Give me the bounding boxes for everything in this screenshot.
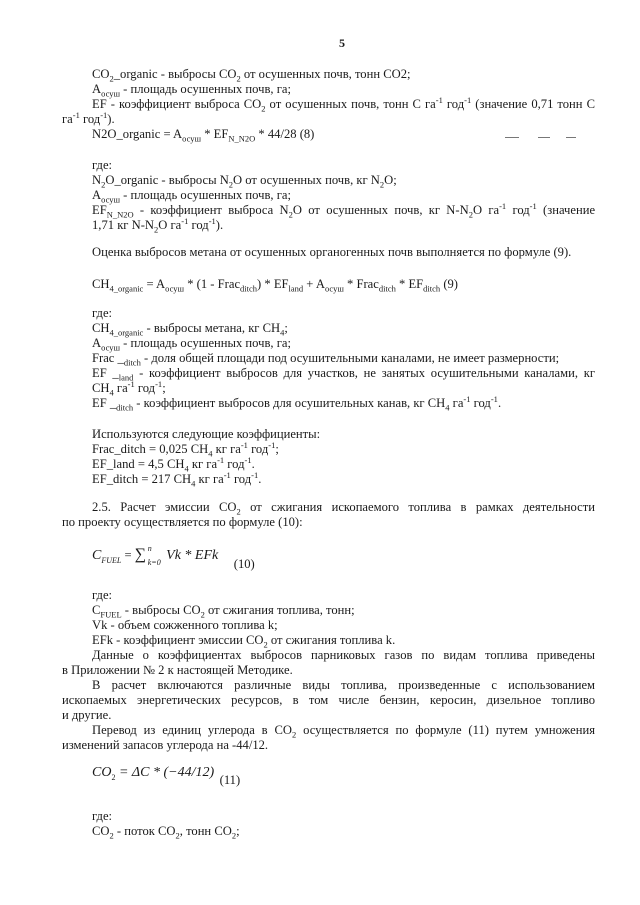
text-segment: 1,71 кг N-N bbox=[92, 218, 155, 232]
text-line bbox=[92, 648, 595, 663]
superscript: -1 bbox=[244, 454, 252, 465]
subscript: 2 bbox=[109, 73, 114, 84]
text-segment: осуществляется по формуле (11) путем умножения bbox=[296, 723, 595, 737]
subscript: 4 bbox=[445, 402, 450, 413]
subscript: 2 bbox=[288, 209, 293, 220]
text-segment: где: bbox=[92, 588, 113, 602]
text-line bbox=[92, 188, 291, 203]
formula10-lhs-sub: FUEL bbox=[101, 555, 122, 565]
formula10-eq: = bbox=[121, 548, 135, 562]
text-line bbox=[92, 393, 502, 413]
subscript: N_N2O bbox=[228, 133, 256, 144]
text-segment: изменений запасов углерода на -44/12. bbox=[62, 738, 269, 752]
superscript: -1 bbox=[464, 94, 472, 105]
text-segment: N bbox=[92, 173, 102, 187]
subscript: ditch bbox=[423, 283, 441, 294]
subscript: 2 bbox=[261, 103, 266, 114]
text-segment: от сжигания топлива, тонн; bbox=[204, 603, 355, 617]
sum-upper: n bbox=[147, 544, 152, 553]
text-segment: _organic - выбросы CO bbox=[113, 67, 237, 81]
superscript: -1 bbox=[240, 439, 248, 450]
text-segment: в Приложении № 2 к настоящей Методике. bbox=[62, 663, 293, 677]
text-segment: от осушенных почв, тонн C га bbox=[265, 97, 436, 111]
text-line bbox=[62, 515, 303, 530]
text-segment: * 44/28 (8) bbox=[255, 127, 315, 141]
superscript: -1 bbox=[72, 109, 80, 120]
text-segment: (значение bbox=[536, 203, 596, 217]
text-line bbox=[92, 500, 595, 515]
text-line bbox=[92, 245, 571, 260]
text-segment: A bbox=[92, 188, 102, 202]
text-line bbox=[62, 663, 293, 678]
formula10-rhs: Vk * EFk bbox=[166, 548, 219, 563]
text-segment: * EF bbox=[395, 277, 424, 291]
text-segment: * EF bbox=[201, 127, 229, 141]
subscript: 2 bbox=[109, 830, 114, 841]
subscript: ditch bbox=[116, 402, 134, 413]
superscript: -1 bbox=[100, 109, 108, 120]
subscript: ditch bbox=[123, 357, 141, 368]
text-segment: га bbox=[449, 396, 464, 410]
superscript: -1 bbox=[127, 378, 135, 389]
text-segment: Frac_ditch = 0,025 CH bbox=[92, 442, 209, 456]
text-segment: Оценка выбросов метана от осушенных органогенных почв выполняется по формуле (9). bbox=[92, 245, 572, 259]
text-line bbox=[62, 738, 268, 753]
text-segment: A bbox=[92, 82, 102, 96]
text-segment: год bbox=[134, 381, 156, 395]
formula11-lhs: CO bbox=[92, 765, 112, 780]
text-segment: (значение 0,71 тонн C bbox=[471, 97, 595, 111]
text-segment: EFk - коэффициент эмиссии CO bbox=[92, 633, 264, 647]
page-number: 5 bbox=[339, 36, 345, 50]
subscript: 4 bbox=[191, 478, 196, 489]
text-line bbox=[92, 588, 112, 603]
subscript: 2 bbox=[175, 830, 180, 841]
text-segment: ; bbox=[162, 381, 166, 395]
text-segment: ; bbox=[284, 321, 288, 335]
superscript: -1 bbox=[251, 469, 259, 480]
text-segment: год bbox=[506, 203, 530, 217]
subscript: 4_organic bbox=[109, 283, 144, 294]
text-segment: по проекту осуществляется по формуле (10): bbox=[62, 515, 303, 529]
text-segment: . bbox=[258, 472, 262, 486]
text-segment: CO bbox=[92, 67, 110, 81]
text-segment: кг га bbox=[212, 442, 241, 456]
text-segment: N2O_organic = A bbox=[92, 127, 183, 141]
text-segment: CH bbox=[92, 277, 110, 291]
text-segment: Vk - объем сожженного топлива k; bbox=[92, 618, 278, 632]
text-line bbox=[92, 633, 395, 648]
subscript: 2 bbox=[379, 179, 385, 190]
text-segment: где: bbox=[92, 158, 113, 172]
text-segment: EF_land = 4,5 CH bbox=[92, 457, 185, 471]
text-segment: O_organic - выбросы N bbox=[105, 173, 229, 187]
superscript: -1 bbox=[435, 94, 443, 105]
superscript: -1 bbox=[155, 378, 163, 389]
text-segment: га bbox=[62, 112, 73, 126]
text-line bbox=[92, 366, 595, 381]
superscript: -1 bbox=[223, 469, 231, 480]
text-segment: Перевод из единиц углерода в CO bbox=[92, 723, 292, 737]
text-segment: ; bbox=[236, 824, 240, 838]
text-segment: - коэффициент выброса N bbox=[133, 203, 289, 217]
superscript: -1 bbox=[208, 215, 216, 226]
text-segment: год bbox=[188, 218, 209, 232]
text-segment: O га bbox=[158, 218, 182, 232]
subscript: 2 bbox=[236, 73, 241, 84]
text-segment: + A bbox=[303, 277, 325, 291]
text-segment: год bbox=[442, 97, 465, 111]
text-segment: EF _ bbox=[92, 366, 119, 380]
subscript: ditch bbox=[378, 283, 396, 294]
scan-mark bbox=[538, 137, 550, 138]
text-segment: - поток CO bbox=[113, 824, 176, 838]
text-segment: - площадь осушенных почв, га; bbox=[120, 336, 291, 350]
text-segment: CH bbox=[92, 381, 110, 395]
text-segment: кг га bbox=[195, 472, 224, 486]
text-line bbox=[62, 109, 115, 127]
formula11-rhs: = ΔC * (−44/12) bbox=[115, 765, 215, 780]
text-segment: - площадь осушенных почв, га; bbox=[120, 188, 291, 202]
text-line bbox=[92, 678, 595, 693]
text-line bbox=[92, 306, 112, 321]
subscript: 2 bbox=[468, 209, 473, 220]
subscript: осуш bbox=[101, 342, 121, 353]
text-line bbox=[92, 809, 112, 824]
subscript: 2 bbox=[231, 830, 237, 841]
text-segment: CO bbox=[92, 824, 110, 838]
superscript: -1 bbox=[268, 439, 276, 450]
text-line bbox=[92, 173, 397, 188]
text-segment: - коэффициент выбросов для участков, не занятых осушительными каналами, кг bbox=[133, 366, 595, 380]
subscript: 2 bbox=[200, 609, 205, 620]
text-segment: Frac _ bbox=[92, 351, 124, 365]
text-segment: O от осушенных почв, кг N-N bbox=[292, 203, 469, 217]
text-line bbox=[92, 378, 166, 398]
text-segment: ). bbox=[107, 112, 115, 126]
text-line bbox=[62, 693, 595, 708]
text-line bbox=[92, 94, 595, 114]
text-line bbox=[92, 723, 595, 738]
text-segment: (9) bbox=[440, 277, 459, 291]
text-segment: год bbox=[247, 442, 269, 456]
formula-8 bbox=[92, 127, 314, 142]
text-line bbox=[92, 158, 112, 173]
formula-10 bbox=[92, 544, 255, 581]
subscript: 4 bbox=[208, 448, 213, 459]
text-segment: от сжигания топлива k. bbox=[267, 633, 396, 647]
text-segment: В расчет включаются различные виды топлива, произведенные с использованием bbox=[92, 678, 595, 692]
text-segment: га bbox=[113, 381, 128, 395]
text-segment: ). bbox=[215, 218, 224, 232]
text-segment: EF _ bbox=[92, 396, 117, 410]
formula11-number: (11) bbox=[219, 773, 241, 787]
subscript: 4 bbox=[109, 387, 114, 398]
text-segment: . bbox=[251, 457, 255, 471]
subscript: осуш bbox=[101, 194, 121, 205]
text-segment: C bbox=[92, 603, 101, 617]
text-line bbox=[92, 427, 320, 442]
text-line bbox=[92, 469, 262, 489]
text-line bbox=[92, 321, 288, 336]
subscript: 4 bbox=[184, 463, 189, 474]
text-segment: Используются следующие коэффициенты: bbox=[92, 427, 321, 441]
text-segment: год bbox=[79, 112, 101, 126]
formula10-lhs: C bbox=[92, 548, 102, 563]
formula-9 bbox=[92, 277, 458, 292]
text-segment: ископаемых энергетических ресурсов, в том числе бензин, керосин, дизельное топливо bbox=[62, 693, 595, 707]
subscript: 2 bbox=[236, 506, 241, 517]
text-segment: EF_ditch = 217 CH bbox=[92, 472, 192, 486]
superscript: -1 bbox=[490, 393, 498, 404]
subscript: land bbox=[288, 283, 304, 294]
text-segment: O от осушенных почв, кг N bbox=[233, 173, 380, 187]
text-segment: и другие. bbox=[62, 708, 112, 722]
text-line bbox=[92, 603, 355, 618]
superscript: -1 bbox=[529, 200, 537, 211]
text-line bbox=[92, 618, 278, 633]
text-segment: кг га bbox=[188, 457, 218, 471]
text-segment: ) * EF bbox=[257, 277, 289, 291]
text-line bbox=[92, 336, 291, 351]
formula-11 bbox=[92, 765, 240, 795]
subscript: 2 bbox=[292, 729, 297, 740]
text-segment: от осушенных почв, тонн CO2; bbox=[240, 67, 411, 81]
text-segment: год bbox=[230, 472, 252, 486]
subscript: 2 bbox=[154, 224, 159, 235]
text-segment: * (1 - Frac bbox=[184, 277, 241, 291]
text-segment: . bbox=[497, 396, 502, 410]
subscript: осуш bbox=[324, 283, 344, 294]
text-segment: = A bbox=[143, 277, 166, 291]
scan-mark bbox=[566, 137, 576, 138]
text-segment: год bbox=[224, 457, 245, 471]
formula10-sum bbox=[134, 544, 161, 567]
formula10-number: (10) bbox=[233, 557, 255, 571]
superscript: -1 bbox=[181, 215, 189, 226]
subscript: 2 bbox=[101, 179, 106, 190]
subscript: land bbox=[118, 372, 134, 383]
text-segment: EF bbox=[92, 203, 107, 217]
text-segment: CH bbox=[92, 321, 110, 335]
text-line bbox=[92, 200, 596, 220]
text-segment: 2.5. Расчет эмиссии CO bbox=[92, 500, 237, 514]
text-line bbox=[92, 67, 411, 82]
text-segment: ; bbox=[275, 442, 279, 456]
subscript: 2 bbox=[263, 639, 268, 650]
text-segment: где: bbox=[92, 809, 113, 823]
text-segment: - выбросы CO bbox=[121, 603, 201, 617]
subscript: 2 bbox=[228, 179, 234, 190]
text-line bbox=[92, 215, 224, 235]
text-segment: - доля общей площади под осушительными каналами, не имеет размерности; bbox=[140, 351, 560, 365]
scan-mark bbox=[505, 137, 519, 138]
subscript: осуш bbox=[182, 133, 202, 144]
text-segment: O га bbox=[472, 203, 500, 217]
text-segment: A bbox=[92, 336, 102, 350]
text-line bbox=[92, 351, 559, 366]
text-line bbox=[62, 708, 111, 723]
subscript: FUEL bbox=[100, 609, 122, 620]
text-segment: * Frac bbox=[343, 277, 379, 291]
text-segment: - коэффициент выбросов для осушительных канав, кг CH bbox=[133, 396, 446, 410]
text-line bbox=[92, 824, 240, 839]
text-segment: - площадь осушенных почв, га; bbox=[120, 82, 291, 96]
subscript: ditch bbox=[240, 283, 258, 294]
sum-symbol: ∑ bbox=[134, 546, 147, 563]
superscript: -1 bbox=[463, 393, 471, 404]
text-segment: где: bbox=[92, 306, 113, 320]
text-segment: год bbox=[470, 396, 491, 410]
text-segment: , тонн CO bbox=[179, 824, 232, 838]
subscript: 4 bbox=[280, 327, 285, 338]
text-segment: Данные о коэффициентах выбросов парниковых газов по видам топлива приведены bbox=[92, 648, 595, 662]
sum-lower: k=0 bbox=[147, 558, 161, 567]
text-segment: O; bbox=[384, 173, 397, 187]
subscript: осуш bbox=[165, 283, 185, 294]
subscript: осуш bbox=[101, 88, 121, 99]
formula11-lhs-sub: 2 bbox=[111, 772, 116, 782]
text-segment: - выбросы метана, кг CH bbox=[143, 321, 281, 335]
superscript: -1 bbox=[499, 200, 507, 211]
subscript: 4_organic bbox=[109, 327, 144, 338]
text-line bbox=[92, 82, 291, 97]
subscript: N_N2O bbox=[106, 209, 134, 220]
text-segment: EF - коэффициент выброса CO bbox=[92, 97, 262, 111]
text-segment: от сжигания ископаемого топлива в рамках деятельности bbox=[240, 500, 595, 514]
superscript: -1 bbox=[217, 454, 225, 465]
